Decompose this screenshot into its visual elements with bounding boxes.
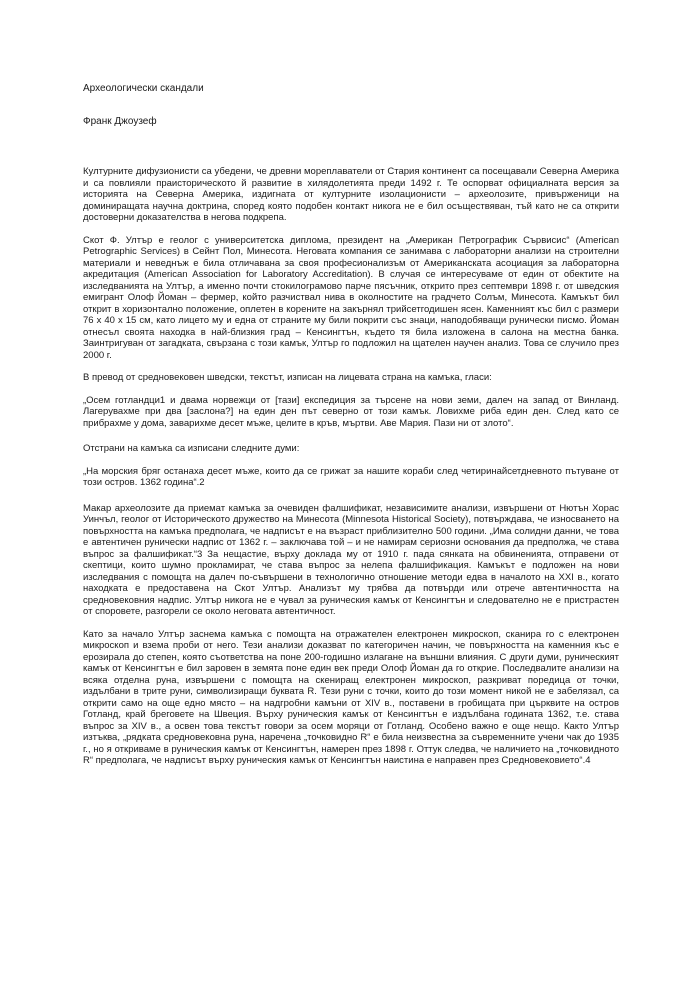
document-body — [83, 166, 619, 778]
paragraph-winchell: Макар археолозите да приемат камъка за очевиден фалшификат, независимите анализи, извършени от Нютън Хорас Уинчъл, геолог от Историческото дружество на Минесота (Minnesota Historical Society), потвърждава, че износването на повърхността на камъка предполага, че надписът е на възраст приблизително 500 години. „Има солидни данни, че това е автентичен рунически надпис от 1362 г. – заключава той – и не намирам сериозни основания да предполжа, че става въпрос за фалшификат.“3 За нещастие, върху доклада му от 1910 г. пада сянката на обвиненията, отправени от скептици, които шумно прокламират, че става въпрос за нелепа фалшификация. Камъкът е подложен на нови изследвания с помощта на далеч по-съвършени в технологично отношение методи едва в началото на XXI в., когато находката е предоставена на Скот Ултър. Анализът му трябва да потвърди или отрече автентичността на средновековния надпис. Ултър никога не е чувал за руническия камък от Кенсингтън и следователно не е пристрастен от споровете, разгорели се около неговата автентичност. — [83, 502, 619, 617]
paragraph-quote-side: „На морския бряг останаха десет мъже, които да се грижат за нашите кораби след четиринайсетдневното пътуване от този остров. 1362 година“.2 — [83, 465, 619, 488]
paragraph-analysis: Като за начало Ултър заснема камъка с помощта на отражателен електронен микроскоп, сканира го с електронен микроскоп и взема проби от него. Тези анализи доказват по категоричен начин, че повърхността на каменния къс е ерозирала до степен, която съответства на поне 200-годишно излагане на външни влияния. С други думи, руническият камък от Кенсингтън е бил заровен в земята поне един век преди Олоф Йоман да го открие. Последвалите анализи на всяка отделна руна, извършени с помощта на скениращ електронен микроскоп, разкриват поредица от точки, издълбани в трите руни, символизиращи буквата R. Тези руни с точки, които до този момент никой не е забелязал, са открити само на още едно място – на надгробни камъни от XIV в., поставени в гробищата при църквите на остров Готланд, край бреговете на Швеция. Върху руническия камък от Кенсингтън е издълбана годината 1362, т.е. става въпрос за XIV в., а освен това текстът говори за осем моряци от Готланд. Особено важно е още нещо. Както Ултър изтъква, „рядката средновековна руна, наречена „точковидно R“ е била неизвестна за съвременните учени чак до 1935 г., но я откриваме в руническия камък от Кенсингтън, намерен през 1898 г. Оттук следва, че наличието на „точковидното R“ предполага, че надписът върху руническия камък от Кенсингтън наистина е направен през Средновековието“.4 — [83, 628, 619, 766]
paragraph-ulter: Скот Ф. Ултър е геолог с университетска диплома, президент на „Американ Петрографик Сървисис“ (American Petrographic Services) в Сейнт Пол, Минесота. Неговата компания се занимава с лабораторни анализи на строителни материали и неведнъж е била отличавана за своя професионализъм от Американската асоциация за лабораторна акредитация (American Association for Laboratory Accreditation). В случая се интересуваме от един от обектите на изследванията на Ултър, а именно почти стокилограмово парче пясъчник, открито през септември 1898 г. от шведския емигрант Олоф Йоман – фермер, който разчиствал нива в околностите на градчето Солъм, Минесота. Камъкът бил открит в хоризонтално положение, оплетен в корените на закърнял трийсетгодишен ясен. Каменният къс бил с размери 76 х 40 х 15 см, като лицето му и една от страните му били покрити със знаци, наподобяващи рунически писмо. Йоман отнесъл своята находка в най-близкия град – Кенсингтън, където тя била изложена в салона на местна банка. Заинтригуван от загадката, свързана с този камък, Ултър го подложил на щателен научен анализ. Това се случило през 2000 г. — [83, 234, 619, 361]
paragraph-translation-lead: В превод от средновековен шведски, текстът, изписан на лицевата страна на камъка, гласи: — [83, 372, 492, 383]
paragraph-intro: Културните дифузионисти са убедени, че древни мореплаватели от Стария континент са посещавали Северна Америка и са повлияли праисторическото й развитие в хилядолетията преди 1492 г. Те оспорват официалната версия за историята на Северна Америка, издигната от културните изолационисти – археолозите, привърженици на доминиращата научна доктрина, според която подобен контакт никога не е бил осъществяван, тъй като не са открити достоверни доказателства в негова подкрепа. — [83, 166, 619, 223]
paragraph-side-lead: Отстрани на камъка са изписани следните думи: — [83, 443, 300, 454]
paragraph-quote-front: „Осем готландци1 и двама норвежци от [тази] експедиция за търсене на нови земи, далеч на запад от Винланд. Лагерувахме при два [заслона?] на един ден път северно от този камък. Ловихме риба един ден. След като се прибрахме у дома, заварихме десет мъже, целите в кръв, мъртви. Аве Мария. Пази ни от злото“. — [83, 394, 619, 429]
document-author: Франк Джоузеф — [83, 116, 157, 127]
document-title: Археологически скандали — [83, 83, 204, 94]
